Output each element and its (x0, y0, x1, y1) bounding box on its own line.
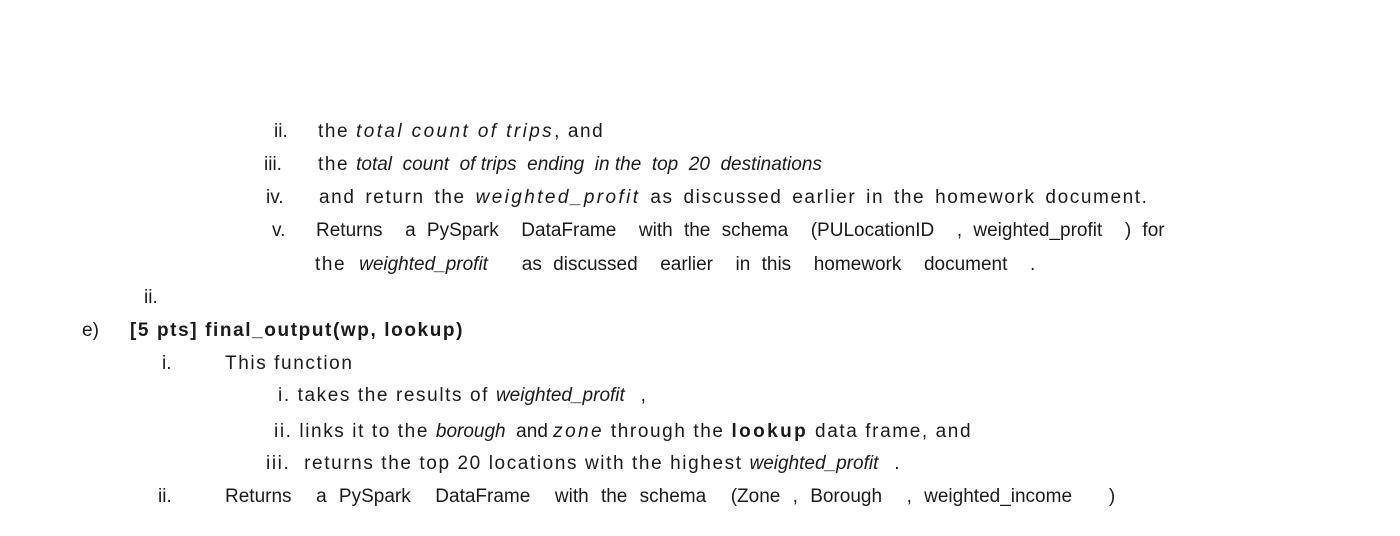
list-marker: i. (162, 353, 172, 374)
list-marker: ii. (144, 287, 158, 308)
list-item-text: the total count of trips, and (318, 121, 605, 142)
section-marker: e) (82, 320, 99, 341)
list-item-text: the total count of trips ending in the top 20 destinations (318, 154, 822, 175)
list-marker: ii. (158, 486, 172, 507)
list-item-continuation: the weighted_profit as discussed earlier in this homework document . (315, 254, 1036, 275)
list-marker: iii. (264, 154, 282, 175)
function-heading: [5 pts] final_output(wp, lookup) (130, 320, 465, 341)
list-item-text: Returns a PySpark DataFrame with the schema (PULocationID , weighted_profit ) for (316, 220, 1165, 241)
list-item-text: iii. returns the top 20 locations with the highest weighted_profit . (266, 453, 900, 474)
list-item-text: i. takes the results of weighted_profit , (278, 385, 646, 406)
list-item-text: Returns a PySpark DataFrame with the schema (Zone , Borough , weighted_income ) (225, 486, 1116, 507)
list-marker: v. (272, 220, 286, 241)
list-marker: iv. (266, 187, 284, 208)
list-item-text: and return the weighted_profit as discussed earlier in the homework document. (319, 187, 1149, 208)
list-item-text: ii. links it to the borough and zone through the lookup data frame, and (274, 421, 973, 442)
list-item-text: This function (225, 353, 354, 374)
list-marker: ii. (274, 121, 288, 142)
